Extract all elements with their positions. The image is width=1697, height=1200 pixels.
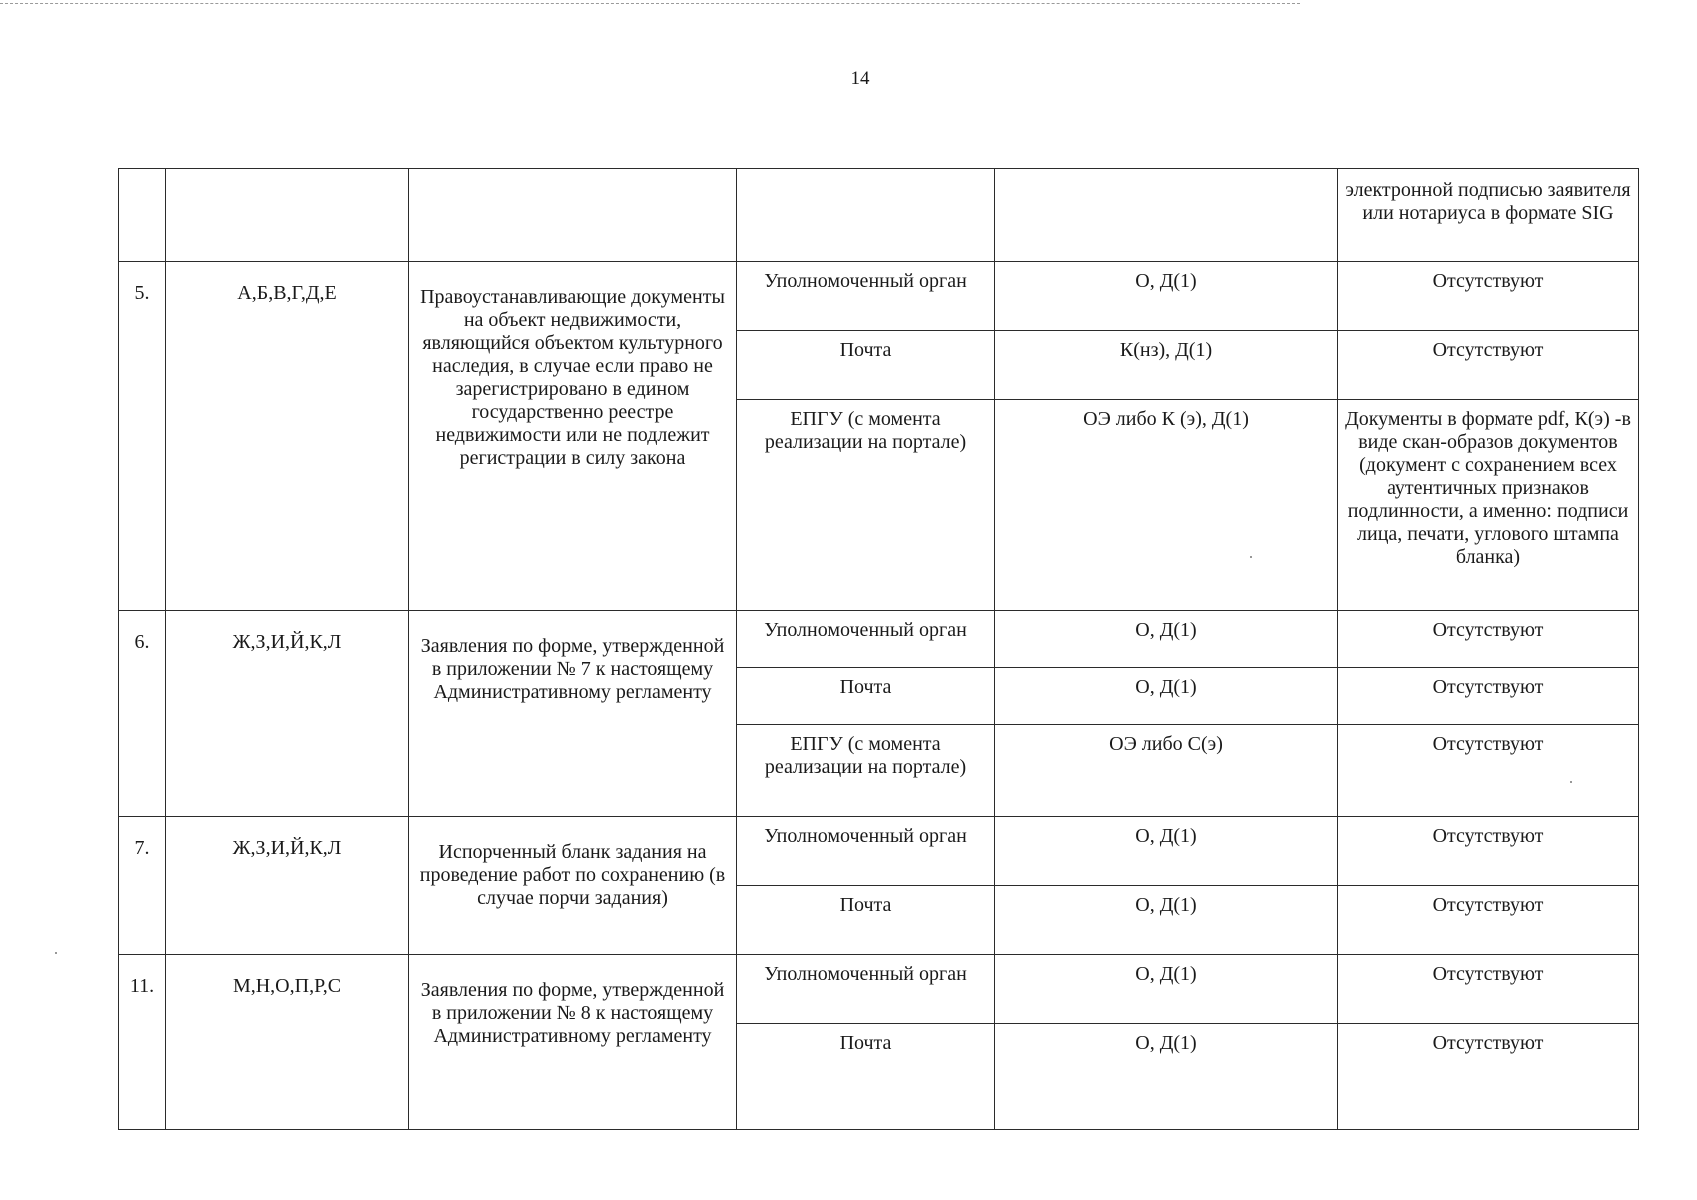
- cell-requirements: Отсутствуют: [1338, 1024, 1639, 1130]
- cell-requirements: Отсутствуют: [1338, 331, 1639, 400]
- cell-channel: Уполномоченный орган: [737, 817, 995, 886]
- cell-requirements: Отсутствуют: [1338, 262, 1639, 331]
- cell-requirements: Отсутствуют: [1338, 955, 1639, 1024]
- cell-format-requirements: электронной подписью заявителя или нотариуса в формате SIG: [1338, 169, 1639, 262]
- cell-document-name: Заявления по форме, утвержденной в приложении № 8 к настоящему Административному регламенту: [409, 955, 737, 1130]
- cell-form: О, Д(1): [995, 955, 1338, 1024]
- continuation-row: [119, 169, 1639, 262]
- cell-channel: Почта: [737, 1024, 995, 1130]
- cell-row-number: 11.: [119, 955, 166, 1130]
- cell-document-name: Правоустанавливающие документы на объект недвижимости, являющийся объектом культурного наследия, в случае если право не зарегистрировано в едином государственно реестре недвижимости или не подлежит регистрации в силу закона: [409, 262, 737, 611]
- cell-channel: Уполномоченный орган: [737, 611, 995, 668]
- cell-document-name: Заявления по форме, утвержденной в приложении № 7 к настоящему Административному регламенту: [409, 611, 737, 817]
- table-row: [119, 262, 1639, 331]
- cell-row-number: 6.: [119, 611, 166, 817]
- cell-requirements: Отсутствуют: [1338, 725, 1639, 817]
- cell-form: К(нз), Д(1): [995, 331, 1338, 400]
- cell-form: О, Д(1): [995, 611, 1338, 668]
- cell-form: О, Д(1): [995, 262, 1338, 331]
- cell-form: ОЭ либо К (э), Д(1): [995, 400, 1338, 611]
- cell-applicant-codes: Ж,З,И,Й,К,Л: [166, 611, 409, 817]
- cell-applicant-codes: А,Б,В,Г,Д,Е: [166, 262, 409, 611]
- table-row: [119, 611, 1639, 668]
- cell-channel: Почта: [737, 331, 995, 400]
- table-row: [119, 955, 1639, 1024]
- cell-empty: [409, 169, 737, 262]
- cell-form: О, Д(1): [995, 668, 1338, 725]
- cell-empty: [737, 169, 995, 262]
- scan-speck: [1250, 556, 1252, 558]
- cell-requirements: Отсутствуют: [1338, 668, 1639, 725]
- cell-channel: Почта: [737, 668, 995, 725]
- cell-empty: [119, 169, 166, 262]
- cell-applicant-codes: Ж,З,И,Й,К,Л: [166, 817, 409, 955]
- scan-speck: [1570, 781, 1572, 783]
- page-number: 14: [850, 68, 870, 89]
- cell-form: О, Д(1): [995, 886, 1338, 955]
- cell-channel: ЕПГУ (с момента реализации на портале): [737, 725, 995, 817]
- cell-applicant-codes: М,Н,О,П,Р,С: [166, 955, 409, 1130]
- cell-row-number: 5.: [119, 262, 166, 611]
- document-requirements-table: [118, 168, 1639, 1130]
- cell-document-name: Испорченный бланк задания на проведение работ по сохранению (в случае порчи задания): [409, 817, 737, 955]
- cell-requirements: Документы в формате pdf, К(э) -в виде скан-образов документов (документ с сохранением всех аутентичных признаков подлинности, а именно: подписи лица, печати, углового штампа бланка): [1338, 400, 1639, 611]
- cell-form: ОЭ либо С(э): [995, 725, 1338, 817]
- scan-edge-line: [0, 3, 1300, 4]
- cell-requirements: Отсутствуют: [1338, 886, 1639, 955]
- cell-empty: [995, 169, 1338, 262]
- table-row: [119, 817, 1639, 886]
- scan-speck: [55, 952, 57, 954]
- cell-row-number: 7.: [119, 817, 166, 955]
- cell-requirements: Отсутствуют: [1338, 611, 1639, 668]
- cell-form: О, Д(1): [995, 1024, 1338, 1130]
- cell-channel: Уполномоченный орган: [737, 262, 995, 331]
- cell-channel: ЕПГУ (с момента реализации на портале): [737, 400, 995, 611]
- cell-form: О, Д(1): [995, 817, 1338, 886]
- cell-channel: Почта: [737, 886, 995, 955]
- cell-requirements: Отсутствуют: [1338, 817, 1639, 886]
- cell-empty: [166, 169, 409, 262]
- cell-channel: Уполномоченный орган: [737, 955, 995, 1024]
